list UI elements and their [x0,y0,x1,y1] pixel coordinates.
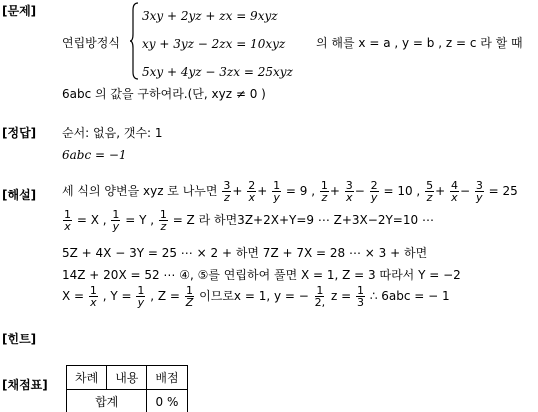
substitution-z: = Z 라 하면3Z+2X+Y=9 ⋯ Z+3X−2Y=10 ⋯ [172,213,434,227]
explanation-line-4: 14Z + 20X = 52 ⋯ ④, ⑤를 연립하여 풀면 X = 1, Z = 3 따라서 Y = −2 [62,268,461,282]
answer-line-2: 6abc = −1 [62,148,127,162]
equation-1: 3xy + 2yz + zx = 9xyz [142,9,278,23]
fraction: $\frac{1}{y}$ [137,284,145,309]
fraction: $\frac{1}{2,}$ [314,284,326,309]
fraction: $\frac{1}{x}$ [89,284,97,309]
problem-question: 6abc 의 값을 구하여라.(단, xyz ≠ 0 ) [62,87,266,101]
scoring-table [66,365,188,412]
fraction: $\frac{3}{z}$ [223,179,231,204]
fraction: $\frac{1}{y}$ [112,208,120,233]
system-brace [129,2,139,80]
explanation-line-3: 5Z + 4X − 3Y = 25 ⋯ × 2 + 하면 7Z + 7X = 28 ⋯ × 3 + 하면 [62,246,428,260]
answer-tag: [정답] [2,126,37,140]
fraction: $\frac{3}{x}$ [345,179,353,204]
answer-line-1: 순서: 없음, 갯수: 1 [62,126,163,140]
y-eq: , Y = [102,289,132,303]
explanation-line-2 [62,209,434,232]
problem-tail: 의 해를 x = a , y = b , z = c 라 할 때 [316,36,523,50]
scoring-tag: [채점표] [2,378,48,392]
table-row [67,390,188,412]
explanation-eq3-rhs: = 25 [488,184,518,198]
fraction: $\frac{1}{x}$ [64,208,71,233]
explanation-line-5 [62,285,450,308]
substitution-y: = Y , [125,213,155,227]
fraction: $\frac{1}{y}$ [273,179,281,204]
hint-tag: [힌트] [2,332,37,346]
solution-text: 이므로x = 1, y = − [199,289,309,303]
explanation-lead: 세 식의 양변을 xyz 로 나누면 [62,184,218,198]
z-eq: , Z = [150,289,180,303]
z-solution: z = [330,289,352,303]
fraction: $\frac{2}{y}$ [370,179,378,204]
fraction: $\frac{3}{y}$ [475,179,483,204]
problem-lead: 연립방정식 [62,36,120,50]
fraction: $\frac{5}{z}$ [426,179,434,204]
final-result: ∴ 6abc = − 1 [369,289,450,303]
explanation-line-1: 세 식의 양변을 xyz 로 나누면 $\frac{3}{z}$ + $\frac{2}{x}$ + $\frac{1}{y}$ = 9 , $\frac{1}{z}$ + $\frac{3}{x}$ − $\frac{2}{y}$ = 10 , $\frac{5}{z}$ + $\frac{4}{x}$ − $\frac{3}{y}$ = 25 [62,179,518,204]
equation-3: 5xy + 4yz − 3zx = 25xyz [142,65,293,79]
explanation-tag: [해설] [2,188,37,202]
fraction: $\frac{2}{x}$ [248,179,256,204]
table-header-order: 차례 [67,366,107,390]
fraction: $\frac{1}{z}$ [320,179,328,204]
total-label: 합계 [67,390,147,412]
problem-tag: [문제] [2,4,37,18]
equation-2: xy + 3yz − 2zx = 10xyz [142,37,286,51]
table-header-points: 배점 [147,366,187,390]
fraction: $\frac{1}{z}$ [159,208,167,233]
fraction: $\frac{4}{x}$ [450,179,458,204]
substitution-x: = X , [76,213,107,227]
x-eq: X = [62,289,85,303]
table-row [67,366,188,390]
fraction: $\frac{1}{3}$ [356,284,364,309]
table-header-content: 내용 [107,366,147,390]
fraction: $\frac{1}{Z}$ [185,284,194,309]
explanation-eq2-rhs: = 10 , [383,184,421,198]
explanation-eq1-rhs: = 9 , [285,184,316,198]
total-value: 0 % [147,390,187,412]
